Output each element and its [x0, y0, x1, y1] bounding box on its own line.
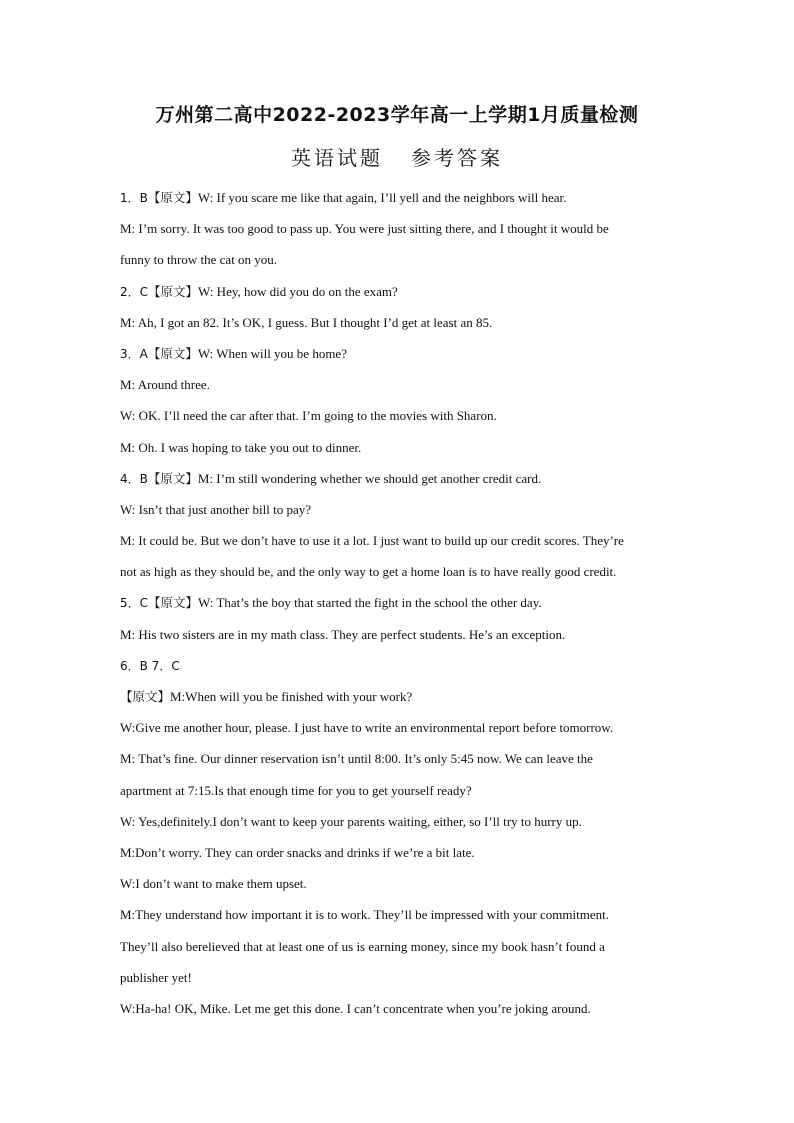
- text-line: [120, 276, 680, 307]
- transcript-tag: 【原文】: [147, 190, 198, 205]
- text-line: [120, 432, 680, 463]
- text-line: [120, 307, 680, 338]
- text-line: [120, 525, 680, 556]
- line-text: M: Around three.: [120, 377, 210, 393]
- line-text: M: I’m still wondering whether we should get another credit card.: [197, 470, 542, 486]
- subtitle-subject: 英语试题: [291, 146, 383, 170]
- text-line: [120, 993, 680, 1024]
- subtitle-answer-key: 参考答案: [411, 146, 503, 170]
- text-line: [120, 837, 680, 868]
- line-text: M: Ah, I got an 82. It’s OK, I guess. But I thought I’d get at least an 85.: [120, 314, 493, 330]
- document-subtitle: [0, 144, 794, 172]
- text-line: [120, 931, 680, 962]
- line-text: M:Don’t worry. They can order snacks and drinks if we’re a bit late.: [120, 844, 475, 860]
- line-text: M: Oh. I was hoping to take you out to dinner.: [120, 439, 362, 455]
- line-text: M: His two sisters are in my math class. They are perfect students. He’s an exception.: [120, 626, 566, 642]
- text-line: [120, 619, 680, 650]
- transcript-tag: 【原文】: [147, 470, 198, 486]
- line-text: W:Give me another hour, please. I just have to write an environmental report before tomorrow.: [120, 720, 614, 736]
- text-line: [120, 899, 680, 930]
- line-text: W:Ha-ha! OK, Mike. Let me get this done. I can’t concentrate when you’re joking around.: [120, 1000, 591, 1016]
- line-text: M:They understand how important it is to work. They’ll be impressed with your commitment.: [120, 907, 609, 923]
- line-text: W: OK. I’ll need the car after that. I’m going to the movies with Sharon.: [120, 408, 497, 424]
- line-text: They’ll also berelieved that at least one of us is earning money, since my book hasn’t found a: [120, 938, 605, 954]
- line-text: W: Isn’t that just another bill to pay?: [120, 501, 311, 517]
- line-text: W: When will you be home?: [197, 345, 347, 361]
- line-text: publisher yet!: [120, 969, 192, 985]
- answer-number: 2．C: [120, 284, 149, 299]
- line-text: not as high as they should be, and the only way to get a home loan is to have really good credit.: [120, 564, 617, 580]
- text-line: [120, 587, 680, 618]
- line-text: funny to throw the cat on you.: [120, 252, 278, 268]
- text-line: [120, 244, 680, 275]
- answer-number: 4．B: [120, 471, 148, 486]
- transcript-tag: 【原文】: [148, 595, 199, 611]
- text-line: [120, 182, 680, 213]
- text-line: [120, 962, 680, 993]
- answer-number: 6．B 7．C: [120, 658, 180, 673]
- transcript-tag: 【原文】: [120, 689, 171, 704]
- text-line: [120, 338, 680, 369]
- line-text: W:I don’t want to make them upset.: [120, 876, 307, 892]
- text-line: [120, 806, 680, 837]
- line-text: apartment at 7:15.Is that enough time for you to get yourself ready?: [120, 782, 472, 798]
- text-line: [120, 743, 680, 774]
- answer-number: 5．C: [120, 596, 149, 611]
- line-text: M: I’m sorry. It was too good to pass up. You were just sitting there, and I thought it would be: [120, 221, 609, 237]
- transcript-tag: 【原文】: [147, 345, 198, 361]
- document-title: 万州第二高中2022-2023学年高一上学期1月质量检测: [155, 104, 639, 126]
- text-line: [120, 556, 680, 587]
- line-text: W: Yes,definitely.I don’t want to keep your parents waiting, either, so I’ll try to hurry up.: [120, 813, 582, 829]
- answer-transcript: [120, 182, 680, 1024]
- transcript-tag: 【原文】: [148, 283, 199, 299]
- answer-number: 1．B: [120, 191, 148, 205]
- answer-number: 3．A: [120, 346, 148, 361]
- text-line: [120, 494, 680, 525]
- text-line: [120, 868, 680, 899]
- line-text: W: Hey, how did you do on the exam?: [198, 283, 398, 299]
- text-line: [120, 369, 680, 400]
- line-text: W: If you scare me like that again, I’ll yell and the neighbors will hear.: [197, 190, 567, 205]
- line-text: M: That’s fine. Our dinner reservation isn’t until 8:00. It’s only 5:45 now. We can leave the: [120, 751, 593, 767]
- text-line: [120, 650, 680, 681]
- text-line: [120, 400, 680, 431]
- text-line: [120, 775, 680, 806]
- line-text: M: It could be. But we don’t have to use it a lot. I just want to build up our credit scores. They’re: [120, 533, 624, 549]
- text-line: [120, 463, 680, 494]
- line-text: M:When will you be finished with your work?: [170, 689, 413, 704]
- text-line: [120, 213, 680, 244]
- text-line: [120, 681, 680, 712]
- text-line: [120, 712, 680, 743]
- line-text: W: That’s the boy that started the fight in the school the other day.: [198, 595, 542, 611]
